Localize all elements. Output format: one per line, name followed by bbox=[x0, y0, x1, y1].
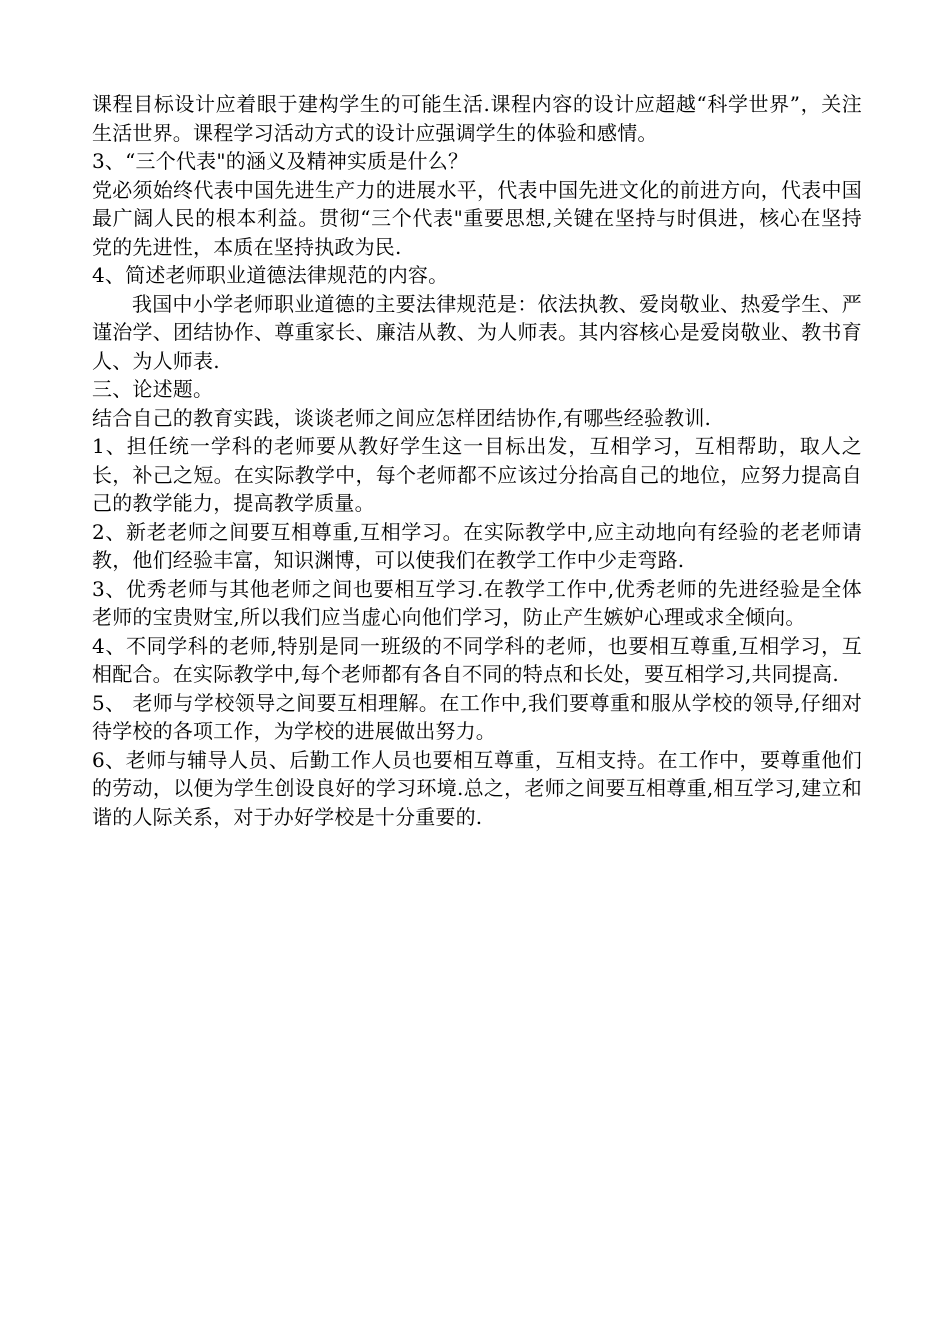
question-4-ethics-norms: 4、简述老师职业道德法律规范的内容。 bbox=[92, 263, 449, 287]
question-3-three-represents: 3、“三个代表"的涵义及精神实质是什么？ bbox=[92, 149, 469, 173]
essay-point-3: 3、优秀老师与其他老师之间也要相互学习.在教学工作中,优秀老师的先进经验是全体老师的宝贵财宝,所以我们应当虚心向他们学习，防止产生嫉妒心理或求全倾向。 bbox=[92, 576, 862, 629]
essay-point-1: 1、担任统一学科的老师要从教好学生这一目标出发，互相学习，互相帮助，取人之长，补己之短。在实际教学中，每个老师都不应该过分抬高自己的地位，应努力提高自己的教学能力，提高教学质量。 bbox=[92, 434, 862, 515]
answer-3-three-represents: 党必须始终代表中国先进生产力的进展水平，代表中国先进文化的前进方向，代表中国最广阔人民的根本利益。贯彻“三个代表"重要思想,关键在坚持与时俱进，核心在坚持党的先进性，本质在坚持执政为民. bbox=[92, 177, 862, 259]
essay-prompt: 结合自己的教育实践，谈谈老师之间应怎样团结协作,有哪些经验教训. bbox=[92, 405, 712, 430]
section-heading-essay: 三、论述题。 bbox=[92, 377, 214, 401]
essay-point-5: 5、 老师与学校领导之间要互相理解。在工作中,我们要尊重和服从学校的领导,仔细对待学校的各项工作，为学校的进展做出努力。 bbox=[92, 690, 862, 743]
essay-point-4: 4、不同学科的老师,特别是同一班级的不同学科的老师，也要相互尊重,互相学习，互相配合。在实际教学中,每个老师都有各自不同的特点和长处，要互相学习,共同提高. bbox=[92, 633, 862, 686]
document-body bbox=[92, 90, 862, 831]
essay-point-2: 2、新老老师之间要互相尊重,互相学习。在实际教学中,应主动地向有经验的老老师请教，他们经验丰富，知识渊博，可以使我们在教学工作中少走弯路. bbox=[92, 519, 862, 572]
answer-4-ethics-norms: 我国中小学老师职业道德的主要法律规范是：依法执教、爱岗敬业、热爱学生、严谨治学、团结协作、尊重家长、廉洁从教、为人师表。其内容核心是爱岗敬业、教书育人、为人师表. bbox=[92, 291, 862, 373]
essay-point-6: 6、老师与辅导人员、后勤工作人员也要相互尊重，互相支持。在工作中，要尊重他们的劳动，以便为学生创设良好的学习环境.总之，老师之间要互相尊重,相互学习,建立和谐的人际关系，对于办好学校是十分重要的. bbox=[92, 747, 862, 829]
paragraph-curriculum-design: 课程目标设计应着眼于建构学生的可能生活.课程内容的设计应超越“科学世界”，关注生活世界。课程学习活动方式的设计应强调学生的体验和感情。 bbox=[92, 92, 862, 145]
